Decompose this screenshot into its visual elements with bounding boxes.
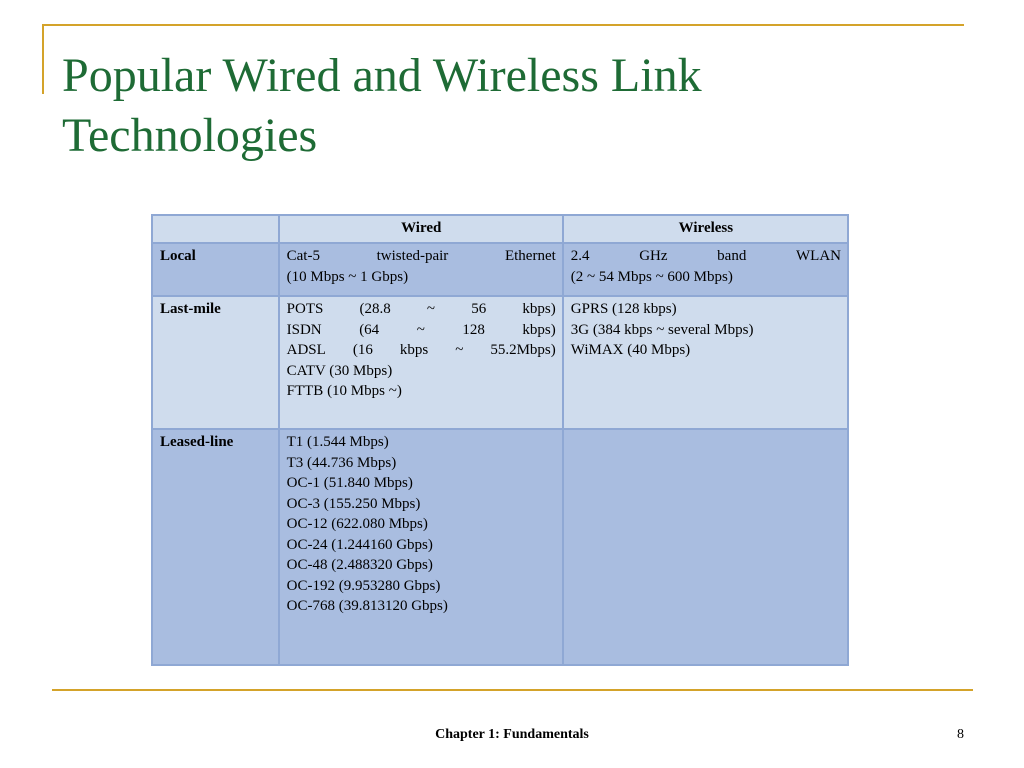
title-line-2: Technologies (62, 109, 318, 162)
bottom-accent-line (52, 689, 973, 691)
top-accent-line (42, 24, 964, 26)
local-wired-cell (279, 243, 563, 296)
last-mile-wireless-cell (563, 296, 848, 429)
last-mile-wireless-line-1: GPRS (128 kbps) (570, 301, 677, 317)
header-empty-cell (152, 215, 279, 243)
table-header-row (152, 215, 848, 243)
leased-wired-line-7: OC-48 (2.488320 Gbps) (286, 557, 433, 573)
last-mile-wired-line-4: CATV (30 Mbps) (286, 362, 393, 379)
local-wireless-cell (563, 243, 848, 296)
leased-wired-line-5: OC-12 (622.080 Mbps) (286, 516, 428, 532)
table-row (152, 296, 848, 429)
leased-wired-line-3: OC-1 (51.840 Mbps) (286, 475, 413, 491)
footer-chapter-label: Chapter 1: Fundamentals (435, 727, 589, 742)
last-mile-wired-line-5: FTTB (10 Mbps ~) (286, 383, 402, 399)
leased-wired-line-4: OC-3 (155.250 Mbps) (286, 495, 421, 512)
table-row (152, 429, 848, 665)
table-row (152, 243, 848, 296)
leased-line-wireless-cell (563, 429, 848, 665)
page-number: 8 (957, 727, 964, 742)
last-mile-wired-line-2: ISDN (64 ~ 128 kbps) (286, 321, 556, 338)
row-label-local: Local (152, 243, 279, 296)
leased-wired-line-6: OC-24 (1.244160 Gbps) (286, 536, 433, 553)
left-accent-line (42, 24, 44, 94)
leased-wired-line-1: T1 (1.544 Mbps) (286, 434, 389, 450)
leased-wired-line-8: OC-192 (9.953280 Gbps) (286, 577, 441, 594)
local-wireless-line-1: 2.4 GHz band WLAN (570, 248, 841, 264)
last-mile-wireless-line-2: 3G (384 kbps ~ several Mbps) (570, 321, 754, 338)
local-wired-line-1: Cat-5 twisted-pair Ethernet (286, 248, 556, 264)
title-line-1: Popular Wired and Wireless Link (62, 49, 702, 102)
leased-wired-line-9: OC-768 (39.813120 Gbps) (286, 598, 448, 614)
row-label-last-mile: Last-mile (152, 296, 279, 429)
last-mile-wired-cell (279, 296, 563, 429)
last-mile-wired-line-3: ADSL (16 kbps ~ 55.2Mbps) (286, 342, 556, 358)
leased-wired-line-2: T3 (44.736 Mbps) (286, 454, 397, 471)
last-mile-wired-line-1: POTS (28.8 ~ 56 kbps) (286, 301, 556, 317)
header-wired: Wired (279, 215, 563, 243)
local-wireless-line-2: (2 ~ 54 Mbps ~ 600 Mbps) (570, 268, 733, 285)
leased-line-wired-cell (279, 429, 563, 665)
row-label-leased-line: Leased-line (152, 429, 279, 665)
slide-title (62, 46, 962, 166)
last-mile-wireless-line-3: WiMAX (40 Mbps) (570, 342, 691, 358)
local-wired-line-2: (10 Mbps ~ 1 Gbps) (286, 268, 409, 285)
link-technologies-table (151, 214, 849, 666)
header-wireless: Wireless (563, 215, 848, 243)
